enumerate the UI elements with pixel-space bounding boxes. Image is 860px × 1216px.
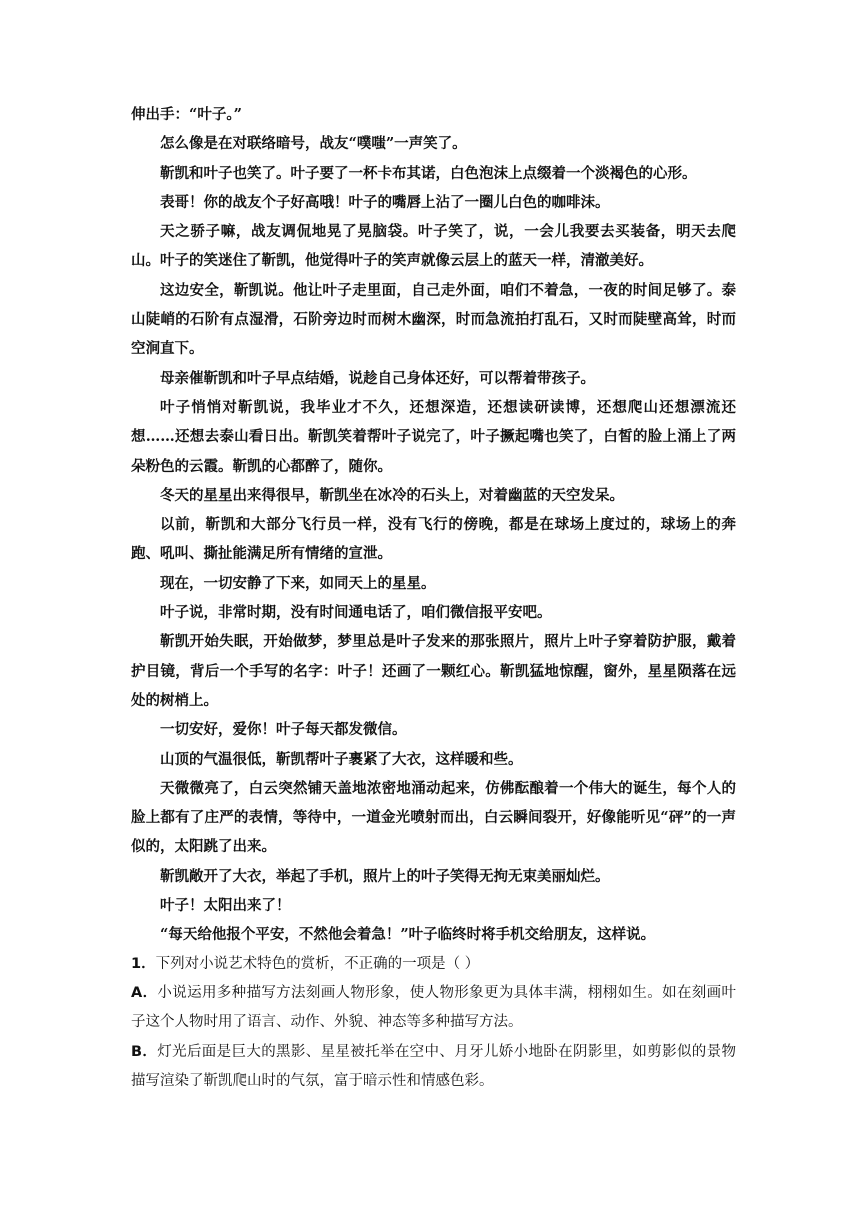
option-a [131,979,736,1038]
question-number: 1． [131,955,156,972]
paragraph: 这边安全，靳凯说。他让叶子走里面，自己走外面，咱们不着急，一夜的时间足够了。泰山陡峭的石阶有点湿滑，石阶旁边时而树木幽深，时而急流拍打乱石，又时而陡壁高耸，时而空涧直下。 [131,281,736,358]
option-label: A． [131,984,158,1001]
paragraph: 靳凯和叶子也笑了。叶子要了一杯卡布其诺，白色泡沫上点缀着一个淡褐色的心形。 [160,164,697,182]
paragraph: 叶子悄悄对靳凯说，我毕业才不久，还想深造，还想读研读博，还想爬山还想漂流还想……还想去泰山看日出。靳凯笑着帮叶子说完了，叶子撅起嘴也笑了，白皙的脸上涌上了两朵粉色的云霞。靳凯的心都醉了，随你。 [131,398,736,475]
option-label: B． [131,1043,158,1060]
option-text: 小说运用多种描写方法刻画人物形象，使人物形象更为具体丰满，栩栩如生。如在刻画叶子这个人物时用了语言、动作、外貌、神态等多种描写方法。 [131,984,736,1031]
question-stem [131,950,736,979]
question-block [131,950,736,1096]
paragraph: 天之骄子嘛，战友调侃地晃了晃脑袋。叶子笑了，说，一会儿我要去买装备，明天去爬山。叶子的笑迷住了靳凯，他觉得叶子的笑声就像云层上的蓝天一样，清澈美好。 [131,223,736,270]
paragraph: 靳凯敞开了大衣，举起了手机，照片上的叶子笑得无拘无束美丽灿烂。 [160,867,610,885]
paragraph: 怎么像是在对联络暗号，战友“噗嗤”一声笑了。 [160,135,467,153]
paragraph: 表哥！你的战友个子好高哦！叶子的嘴唇上沾了一圈儿白色的咖啡沫。 [160,193,610,211]
option-b [131,1038,736,1097]
paragraph: 以前，靳凯和大部分飞行员一样，没有飞行的傍晚，都是在球场上度过的，球场上的奔跑、吼叫、撕扯能满足所有情绪的宣泄。 [131,516,736,563]
paragraph: 天微微亮了，白云突然铺天盖地浓密地涌动起来，仿佛酝酿着一个伟大的诞生，每个人的脸上都有了庄严的表情，等待中，一道金光喷射而出，白云瞬间裂开，好像能听见“砰”的一声似的，太阳跳了出来。 [131,779,736,856]
paragraph: 叶子！太阳出来了！ [160,897,291,915]
question-stem-text: 下列对小说艺术特色的赏析，不正确的一项是（ ） [155,955,480,972]
paragraph: “每天给他报个平安，不然他会着急！”叶子临终时将手机交给朋友，这样说。 [160,926,656,944]
paragraph: 叶子说，非常时期，没有时间通电话了，咱们微信报平安吧。 [160,604,552,622]
paragraph: 现在，一切安静了下来，如同天上的星星。 [160,574,436,592]
option-text: 灯光后面是巨大的黑影、星星被托举在空中、月牙儿娇小地卧在阴影里，如剪影似的景物描写渲染了靳凯爬山时的气氛，富于暗示性和情感色彩。 [131,1043,736,1089]
paragraph: 母亲催靳凯和叶子早点结婚，说趁自己身体还好，可以帮着带孩子。 [160,369,595,387]
paragraph: 一切安好，爱你！叶子每天都发微信。 [160,721,407,739]
story-text [131,100,736,950]
paragraph: 伸出手：“叶子。” [131,106,242,123]
paragraph: 靳凯开始失眠，开始做梦，梦里总是叶子发来的那张照片，照片上叶子穿着防护服，戴着护目镜，背后一个手写的名字：叶子！还画了一颗红心。靳凯猛地惊醒，窗外，星星陨落在远处的树梢上。 [131,633,736,709]
paragraph: 山顶的气温很低，靳凯帮叶子裹紧了大衣，这样暖和些。 [160,750,523,768]
paragraph: 冬天的星星出来得很早，靳凯坐在冰冷的石头上，对着幽蓝的天空发呆。 [160,486,624,504]
